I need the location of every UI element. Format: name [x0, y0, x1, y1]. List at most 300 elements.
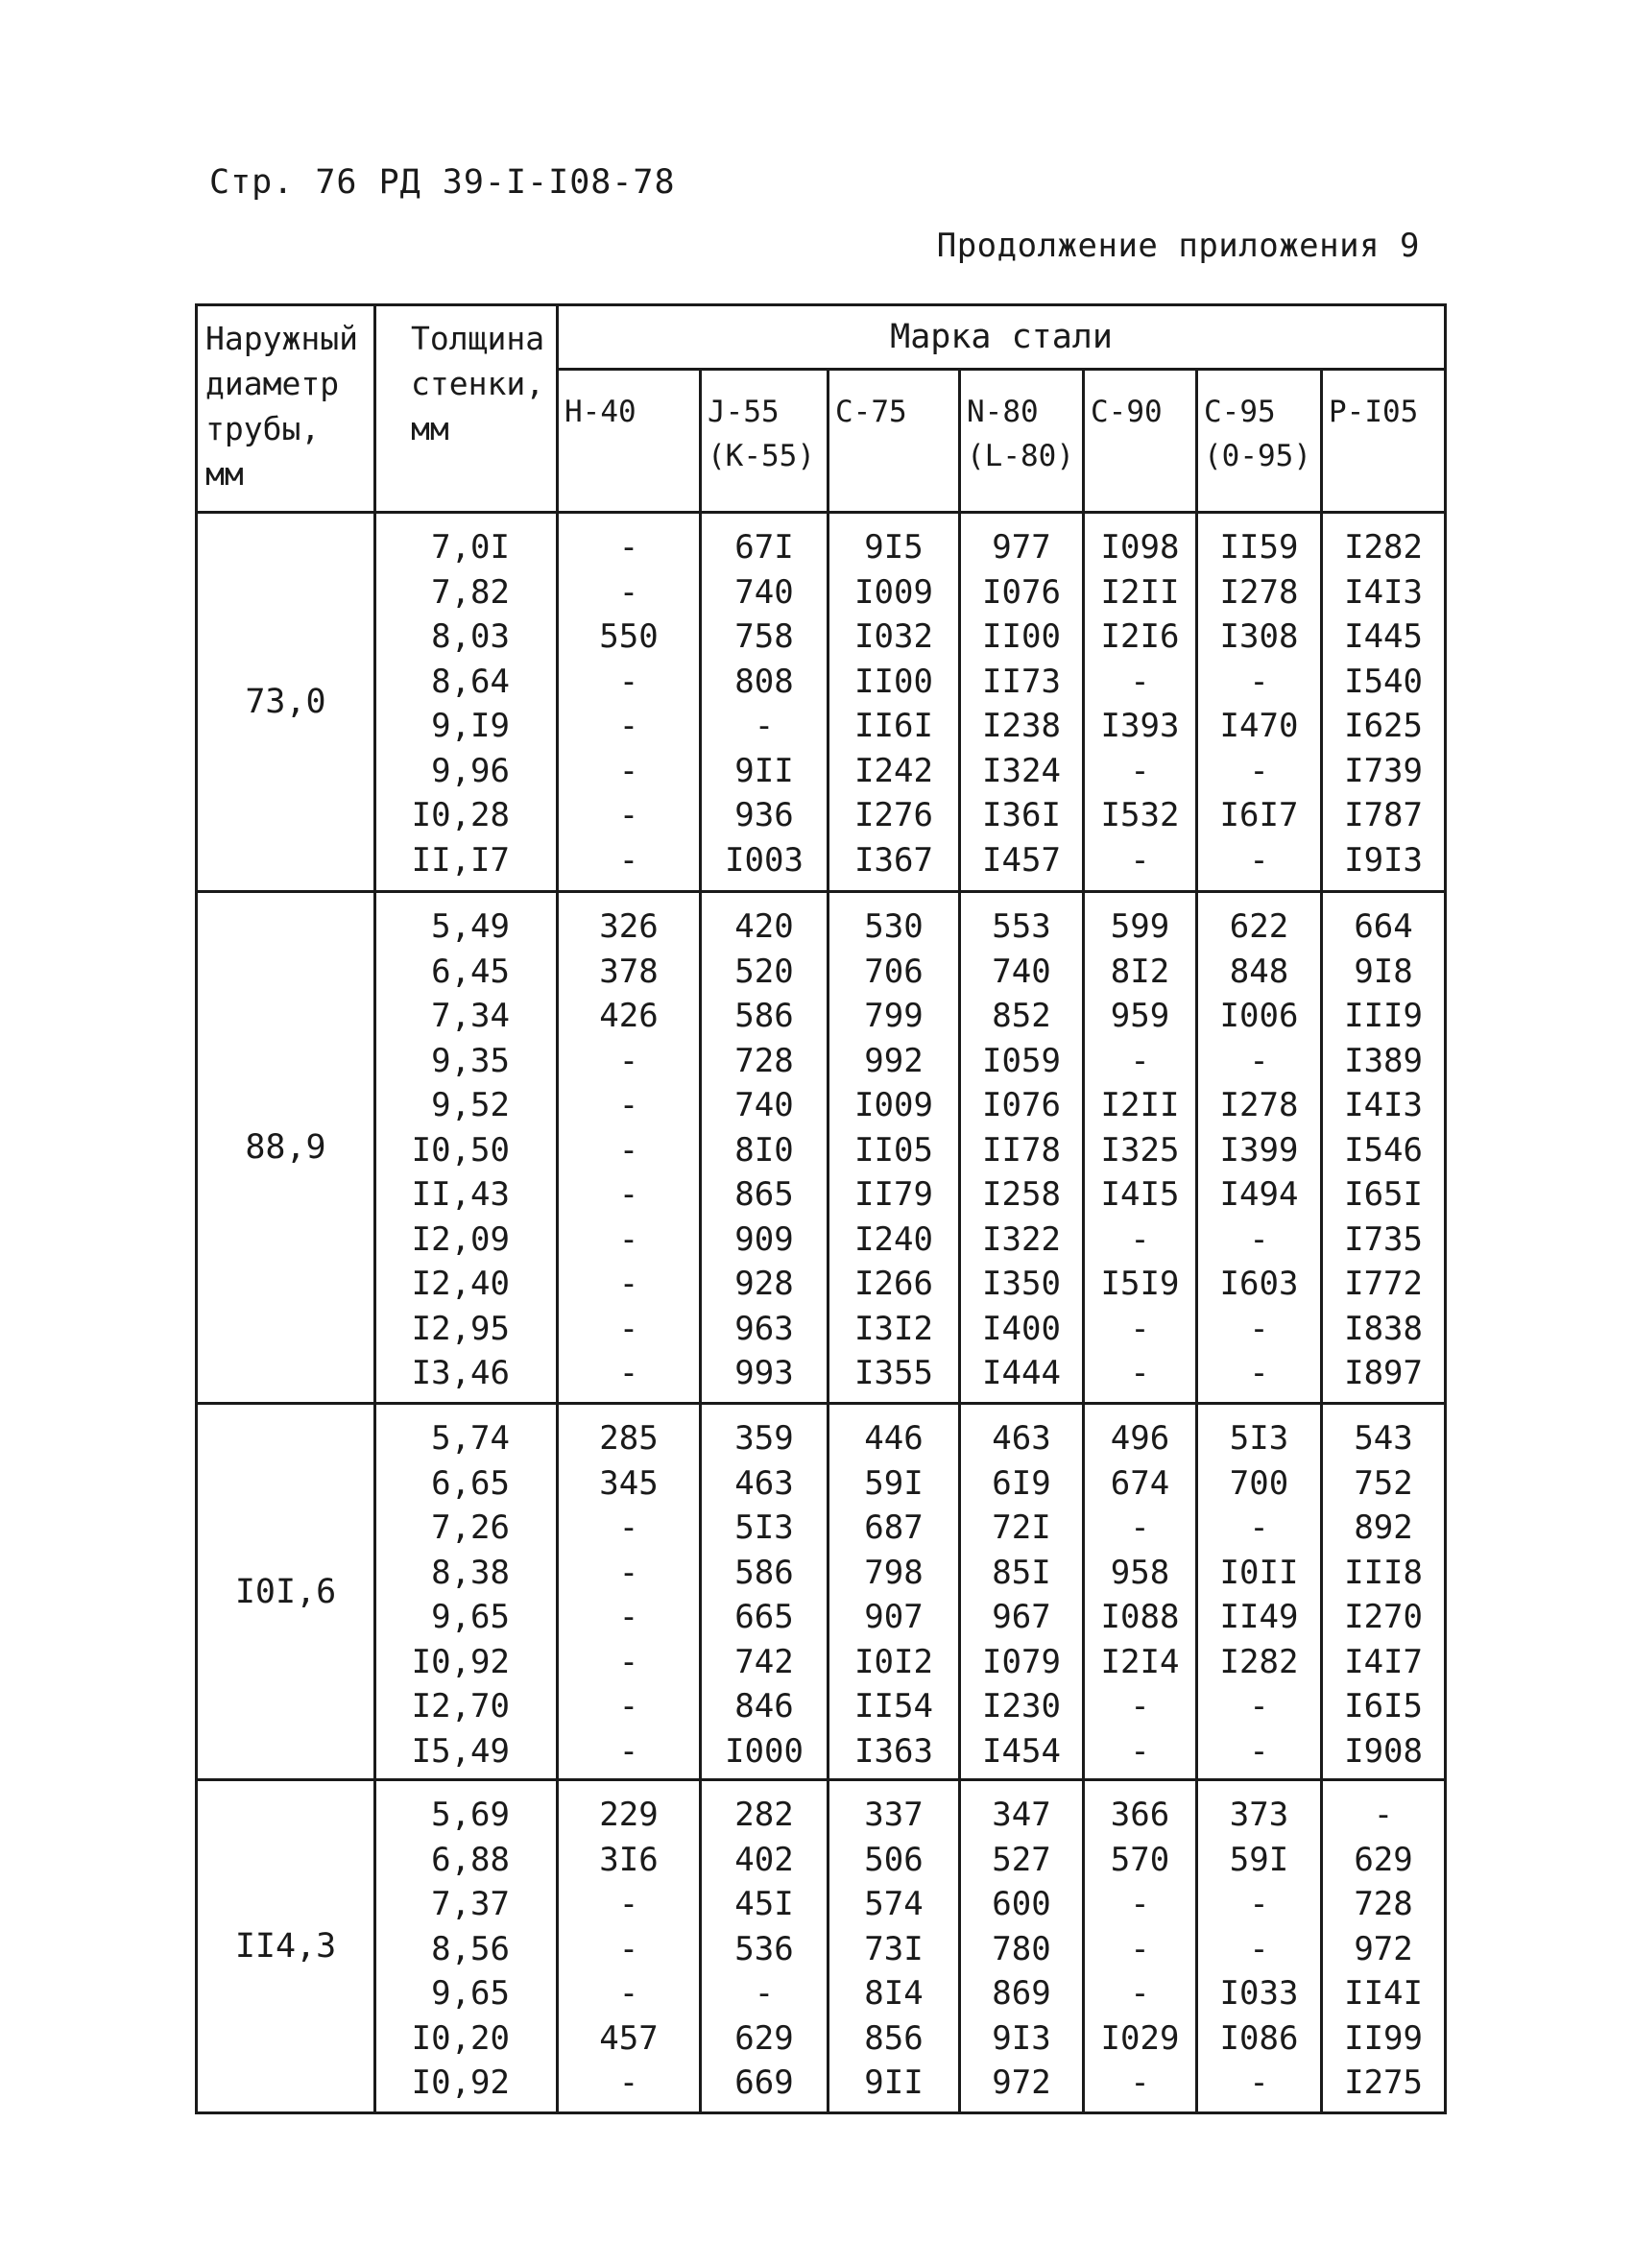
- grade-value: I494: [1219, 1175, 1299, 1214]
- grade-value: -: [618, 1130, 639, 1170]
- wall-thickness-list: [375, 513, 558, 892]
- grade-value: I076: [982, 572, 1061, 612]
- grade-value: -: [1249, 1354, 1269, 1392]
- grade-value: 506: [864, 1840, 924, 1879]
- grade-value: 73I: [864, 1929, 924, 1968]
- grade-value: -: [1130, 2063, 1150, 2102]
- grade-value: I9I3: [1344, 840, 1423, 880]
- grade-value: -: [618, 2063, 639, 2102]
- grade-value: -: [618, 1508, 639, 1547]
- grade-value: -: [618, 1885, 639, 1923]
- grade-value: 909: [734, 1219, 794, 1259]
- grade-value: I367: [854, 840, 933, 880]
- grade-value: I625: [1344, 707, 1423, 745]
- grade-header: C-90: [1084, 370, 1197, 513]
- wall-thickness-value: 5,69: [431, 1796, 510, 1834]
- grade-value: 599: [1110, 907, 1170, 946]
- grade-value: 527: [992, 1840, 1051, 1879]
- grade-value: I322: [982, 1219, 1061, 1259]
- grade-value: 3I6: [599, 1840, 659, 1879]
- grade-value: I278: [1219, 572, 1299, 612]
- grade-value: I282: [1344, 528, 1423, 567]
- grade-value: 669: [734, 2063, 794, 2102]
- grade-value: I000: [725, 1731, 804, 1771]
- outer-diameter-value: I0I,6: [197, 1404, 375, 1780]
- grade-value: II79: [854, 1175, 933, 1214]
- grade-value: I276: [854, 796, 933, 834]
- grade-value-list: [701, 513, 829, 892]
- grade-value: 45I: [734, 1885, 794, 1923]
- wall-thickness-value: 6,65: [431, 1463, 510, 1503]
- grade-header: C-95 (0-95): [1197, 370, 1322, 513]
- grade-value: 972: [992, 2063, 1051, 2102]
- grade-value: 282: [734, 1796, 794, 1834]
- grade-value: -: [1373, 1796, 1394, 1834]
- wall-thickness-value: I0,92: [411, 1642, 510, 1681]
- grade-value: I088: [1100, 1598, 1180, 1636]
- grade-value: -: [1249, 840, 1269, 880]
- grade-value: -: [1249, 1687, 1269, 1725]
- grade-value: 963: [734, 1309, 794, 1348]
- grade-value: II00: [854, 662, 933, 701]
- grade-value: -: [618, 1553, 639, 1592]
- grade-value: 446: [864, 1419, 924, 1458]
- wall-thickness-value: I2,09: [411, 1219, 510, 1259]
- grade-value: I6I7: [1219, 796, 1299, 834]
- grade-value: -: [1249, 1731, 1269, 1771]
- grade-value: 520: [734, 952, 794, 991]
- grade-value: II99: [1344, 2018, 1423, 2058]
- wall-thickness-value: 5,74: [431, 1419, 510, 1458]
- grade-value: I029: [1100, 2018, 1180, 2058]
- grade-value: I739: [1344, 751, 1423, 790]
- grade-value: I282: [1219, 1642, 1299, 1681]
- grade-value-list: [960, 1780, 1084, 2113]
- grade-value: 752: [1354, 1463, 1413, 1503]
- grade-value-list: [829, 1780, 960, 2113]
- grade-value: III8: [1344, 1553, 1423, 1592]
- grade-value: -: [1130, 1354, 1150, 1392]
- grade-value: -: [618, 707, 639, 745]
- grade-value: 285: [599, 1419, 659, 1458]
- outer-diameter-value: 73,0: [197, 513, 375, 892]
- grade-value: -: [618, 1354, 639, 1392]
- grade-value: I270: [1344, 1598, 1423, 1636]
- wall-thickness-value: 9,96: [431, 751, 510, 790]
- grade-value: I5I9: [1100, 1265, 1180, 1303]
- grade-value: II05: [854, 1130, 933, 1170]
- grade-value: -: [1130, 1929, 1150, 1968]
- grade-value: I6I5: [1344, 1687, 1423, 1725]
- grade-value: I324: [982, 751, 1061, 790]
- grade-value: 457: [599, 2018, 659, 2058]
- grade-value: 9II: [864, 2063, 924, 2102]
- grade-value: 892: [1354, 1508, 1413, 1547]
- grade-value: 9I3: [992, 2018, 1051, 2058]
- grade-value-list: [558, 1404, 701, 1780]
- grade-value: I772: [1344, 1265, 1423, 1303]
- wall-thickness-value: 9,65: [431, 1974, 510, 2013]
- grade-value: I009: [854, 572, 933, 612]
- grade-value: 326: [599, 907, 659, 946]
- grade-value: I393: [1100, 707, 1180, 745]
- grade-value: I603: [1219, 1265, 1299, 1303]
- grade-value: 5I3: [1229, 1419, 1289, 1458]
- wall-thickness-value: 5,49: [431, 907, 510, 946]
- grade-value: 72I: [992, 1508, 1051, 1547]
- grade-value: I076: [982, 1086, 1061, 1124]
- grade-value: 426: [599, 997, 659, 1035]
- wall-thickness-value: I2,40: [411, 1265, 510, 1303]
- wall-thickness-value: I3,46: [411, 1354, 510, 1392]
- grade-value: 543: [1354, 1419, 1413, 1458]
- grade-value: -: [618, 1598, 639, 1636]
- header-outer-diameter: Наружный диаметр трубы, мм: [197, 305, 375, 513]
- grade-value: I059: [982, 1041, 1061, 1080]
- wall-thickness-list: [375, 1780, 558, 2113]
- grade-value: I079: [982, 1642, 1061, 1681]
- grade-value: -: [1249, 662, 1269, 701]
- grade-value: -: [1130, 1687, 1150, 1725]
- grade-value: 740: [734, 572, 794, 612]
- grade-value: 402: [734, 1840, 794, 1879]
- grade-value: 852: [992, 997, 1051, 1035]
- grade-value-list: [558, 892, 701, 1404]
- grade-value: II49: [1219, 1598, 1299, 1636]
- grade-value: I897: [1344, 1354, 1423, 1392]
- grade-value: I4I3: [1344, 1086, 1423, 1124]
- grade-value-list: [558, 1780, 701, 2113]
- grade-value: 936: [734, 796, 794, 834]
- grade-value: III9: [1344, 997, 1423, 1035]
- grade-value: I389: [1344, 1041, 1423, 1080]
- wall-thickness-value: 7,0I: [431, 528, 510, 567]
- grade-value: 856: [864, 2018, 924, 2058]
- wall-thickness-value: 8,64: [431, 662, 510, 701]
- wall-thickness-value: 9,35: [431, 1041, 510, 1080]
- grade-value: I240: [854, 1219, 933, 1259]
- grade-value: I350: [982, 1265, 1061, 1303]
- wall-thickness-value: I0,50: [411, 1130, 510, 1170]
- grade-value: -: [618, 1642, 639, 1681]
- grade-value: 8I0: [734, 1130, 794, 1170]
- grade-value-list: [1084, 1780, 1197, 2113]
- grade-value: 629: [1354, 1840, 1413, 1879]
- grade-value: I308: [1219, 617, 1299, 656]
- grade-value: I454: [982, 1731, 1061, 1771]
- grade-value: -: [618, 1974, 639, 2013]
- grade-value: 622: [1229, 907, 1289, 946]
- grade-value: 907: [864, 1598, 924, 1636]
- grade-value: I258: [982, 1175, 1061, 1214]
- grade-value: 846: [734, 1687, 794, 1725]
- wall-thickness-value: 7,34: [431, 997, 510, 1035]
- grade-value: -: [618, 1041, 639, 1080]
- grade-value: -: [1249, 2063, 1269, 2102]
- outer-diameter-value: II4,3: [197, 1780, 375, 2113]
- grade-value: II54: [854, 1687, 933, 1725]
- grade-value: 85I: [992, 1553, 1051, 1592]
- grade-value: -: [618, 751, 639, 790]
- wall-thickness-value: 7,37: [431, 1885, 510, 1923]
- grade-value: -: [1249, 1929, 1269, 1968]
- header-steel-grade: Марка стали: [558, 305, 1446, 370]
- grade-value: 687: [864, 1508, 924, 1547]
- grade-value: 366: [1110, 1796, 1170, 1834]
- grade-value: -: [1130, 840, 1150, 880]
- grade-value: 5I3: [734, 1508, 794, 1547]
- diameter-group-row: [197, 513, 1446, 892]
- wall-thickness-value: 7,82: [431, 572, 510, 612]
- grade-header: P-I05: [1322, 370, 1446, 513]
- grade-value: -: [618, 1731, 639, 1771]
- grade-value: 600: [992, 1885, 1051, 1923]
- grade-value-list: [1322, 513, 1446, 892]
- grade-value: I098: [1100, 528, 1180, 567]
- grade-value: -: [618, 840, 639, 880]
- grade-value: 664: [1354, 907, 1413, 946]
- grade-value: I086: [1219, 2018, 1299, 2058]
- grade-value: I908: [1344, 1731, 1423, 1771]
- grade-value: 6I9: [992, 1463, 1051, 1503]
- grade-value: 337: [864, 1796, 924, 1834]
- grade-value: 9II: [734, 751, 794, 790]
- grade-value: I266: [854, 1265, 933, 1303]
- grade-value-list: [829, 1404, 960, 1780]
- grade-value: -: [1130, 1885, 1150, 1923]
- grade-value: 574: [864, 1885, 924, 1923]
- grade-value: I400: [982, 1309, 1061, 1348]
- grade-value: -: [618, 1309, 639, 1348]
- grade-value: 865: [734, 1175, 794, 1214]
- grade-value: I36I: [982, 796, 1061, 834]
- wall-thickness-value: I2,70: [411, 1687, 510, 1725]
- grade-value-list: [1197, 1780, 1322, 2113]
- grade-value: 742: [734, 1642, 794, 1681]
- grade-value: I3I2: [854, 1309, 933, 1348]
- grade-value: -: [1130, 751, 1150, 790]
- wall-thickness-value: 9,I9: [431, 707, 510, 745]
- grade-value: -: [1130, 1219, 1150, 1259]
- grade-value: I540: [1344, 662, 1423, 701]
- grade-value: I2II: [1100, 572, 1180, 612]
- grade-value-list: [960, 892, 1084, 1404]
- grade-value: 373: [1229, 1796, 1289, 1834]
- grade-value-list: [1197, 513, 1322, 892]
- grade-value: 59I: [864, 1463, 924, 1503]
- grade-value: -: [754, 1974, 775, 2013]
- grade-value: I0I2: [854, 1642, 933, 1681]
- grade-value: I325: [1100, 1130, 1180, 1170]
- diameter-group-row: [197, 1780, 1446, 2113]
- grade-value: 928: [734, 1265, 794, 1303]
- grade-value: 9I8: [1354, 952, 1413, 991]
- grade-value-list: [1084, 892, 1197, 1404]
- grade-value: I355: [854, 1354, 933, 1392]
- grade-value-list: [701, 1404, 829, 1780]
- grade-value: I399: [1219, 1130, 1299, 1170]
- grade-value: 59I: [1229, 1840, 1289, 1879]
- grade-value: -: [1130, 1731, 1150, 1771]
- grade-value: II4I: [1344, 1974, 1423, 2013]
- grade-value: -: [618, 796, 639, 834]
- grade-value: -: [618, 1265, 639, 1303]
- grade-value: 728: [1354, 1885, 1413, 1923]
- grade-header: H-40: [558, 370, 701, 513]
- grade-value: I735: [1344, 1219, 1423, 1259]
- grade-value: 740: [734, 1086, 794, 1124]
- grade-value: -: [1249, 1219, 1269, 1259]
- grade-value-list: [701, 1780, 829, 2113]
- grade-header: N-80 (L-80): [960, 370, 1084, 513]
- grade-value: II73: [982, 662, 1061, 701]
- grade-value: 977: [992, 528, 1051, 567]
- table-body: [197, 513, 1446, 2113]
- grade-value: I457: [982, 840, 1061, 880]
- wall-thickness-list: [375, 892, 558, 1404]
- grade-value-list: [1322, 1780, 1446, 2113]
- grade-value: 347: [992, 1796, 1051, 1834]
- grade-value: I033: [1219, 1974, 1299, 2013]
- grade-value: I278: [1219, 1086, 1299, 1124]
- grade-value: 972: [1354, 1929, 1413, 1968]
- grade-value: 665: [734, 1598, 794, 1636]
- wall-thickness-value: I0,20: [411, 2018, 510, 2058]
- grade-value: I275: [1344, 2063, 1423, 2102]
- grade-value: -: [754, 707, 775, 745]
- grade-value: II6I: [854, 707, 933, 745]
- grade-value: I238: [982, 707, 1061, 745]
- grade-value: 848: [1229, 952, 1289, 991]
- grade-value-list: [1322, 892, 1446, 1404]
- header-wall-thickness: Толщина стенки, мм: [375, 305, 558, 513]
- grade-value: -: [1249, 1041, 1269, 1080]
- grade-value: -: [1249, 1508, 1269, 1547]
- grade-value: -: [1130, 662, 1150, 701]
- grade-value: 8I2: [1110, 952, 1170, 991]
- grade-value: 67I: [734, 528, 794, 567]
- grade-value: I006: [1219, 997, 1299, 1035]
- outer-diameter-value: 88,9: [197, 892, 375, 1404]
- grade-value-list: [1084, 1404, 1197, 1780]
- grade-value: I4I3: [1344, 572, 1423, 612]
- grade-value: I009: [854, 1086, 933, 1124]
- grade-value: 798: [864, 1553, 924, 1592]
- wall-thickness-value: 9,65: [431, 1598, 510, 1636]
- grade-header: C-75: [829, 370, 960, 513]
- wall-thickness-value: 8,03: [431, 617, 510, 656]
- wall-thickness-value: I2,95: [411, 1309, 510, 1348]
- wall-thickness-value: II,43: [411, 1175, 510, 1214]
- grade-value: -: [618, 1175, 639, 1214]
- grade-value: 570: [1110, 1840, 1170, 1879]
- grade-value: 869: [992, 1974, 1051, 2013]
- grade-value: -: [618, 572, 639, 612]
- wall-thickness-value: II,I7: [411, 840, 510, 880]
- grade-value: 799: [864, 997, 924, 1035]
- wall-thickness-value: 6,45: [431, 952, 510, 991]
- grade-value: 728: [734, 1041, 794, 1080]
- grade-value: -: [618, 1687, 639, 1725]
- wall-thickness-list: [375, 1404, 558, 1780]
- grade-value-list: [1322, 1404, 1446, 1780]
- grade-value: 8I4: [864, 1974, 924, 2013]
- grade-value: -: [618, 528, 639, 567]
- grade-value: 706: [864, 952, 924, 991]
- grade-value: I0II: [1219, 1553, 1299, 1592]
- grade-value: 959: [1110, 997, 1170, 1035]
- grade-value-list: [1197, 1404, 1322, 1780]
- grade-value: 674: [1110, 1463, 1170, 1503]
- wall-thickness-value: 8,38: [431, 1553, 510, 1592]
- grade-value: -: [1130, 1974, 1150, 2013]
- wall-thickness-value: I0,92: [411, 2063, 510, 2102]
- grade-value: I838: [1344, 1309, 1423, 1348]
- grade-value: -: [1130, 1508, 1150, 1547]
- continuation-title: Продолжение приложения 9: [936, 227, 1420, 265]
- diameter-group-row: [197, 892, 1446, 1404]
- page-header: Стр. 76 РД 39-I-I08-78: [209, 163, 676, 202]
- grade-value: I532: [1100, 796, 1180, 834]
- grade-value: 758: [734, 617, 794, 656]
- grade-value-list: [829, 892, 960, 1404]
- grade-value-list: [960, 513, 1084, 892]
- grade-value: -: [618, 1219, 639, 1259]
- grade-value: I2I6: [1100, 617, 1180, 656]
- grade-value-list: [960, 1404, 1084, 1780]
- grade-value-list: [1084, 513, 1197, 892]
- grade-value: I546: [1344, 1130, 1423, 1170]
- grade-value: 740: [992, 952, 1051, 991]
- grade-value: 9I5: [864, 528, 924, 567]
- grade-value: I470: [1219, 707, 1299, 745]
- grade-value: 550: [599, 617, 659, 656]
- grade-value: 808: [734, 662, 794, 701]
- diameter-group-row: [197, 1404, 1446, 1780]
- grade-value: 359: [734, 1419, 794, 1458]
- grade-value: 536: [734, 1929, 794, 1968]
- grade-value: I032: [854, 617, 933, 656]
- wall-thickness-value: I5,49: [411, 1731, 510, 1771]
- grade-value: 496: [1110, 1419, 1170, 1458]
- grade-value: -: [618, 1929, 639, 1968]
- grade-value: 420: [734, 907, 794, 946]
- grade-value-list: [701, 892, 829, 1404]
- grade-value: -: [618, 662, 639, 701]
- grade-value: I65I: [1344, 1175, 1423, 1214]
- grade-value: 958: [1110, 1553, 1170, 1592]
- grade-value: 345: [599, 1463, 659, 1503]
- grade-value-list: [558, 513, 701, 892]
- grade-value: -: [618, 1086, 639, 1124]
- grade-value: 586: [734, 997, 794, 1035]
- grade-value: -: [1130, 1041, 1150, 1080]
- wall-thickness-value: I0,28: [411, 796, 510, 834]
- grade-value: I2I4: [1100, 1642, 1180, 1681]
- grade-value: 378: [599, 952, 659, 991]
- grade-value: -: [1249, 1885, 1269, 1923]
- grade-value: 586: [734, 1553, 794, 1592]
- grade-value: I4I5: [1100, 1175, 1180, 1214]
- grade-value: 463: [992, 1419, 1051, 1458]
- grade-value: 992: [864, 1041, 924, 1080]
- wall-thickness-value: 8,56: [431, 1929, 510, 1968]
- grade-value: 629: [734, 2018, 794, 2058]
- grade-value-list: [829, 513, 960, 892]
- grade-value: 780: [992, 1929, 1051, 1968]
- wall-thickness-value: 7,26: [431, 1508, 510, 1547]
- grade-value: I445: [1344, 617, 1423, 656]
